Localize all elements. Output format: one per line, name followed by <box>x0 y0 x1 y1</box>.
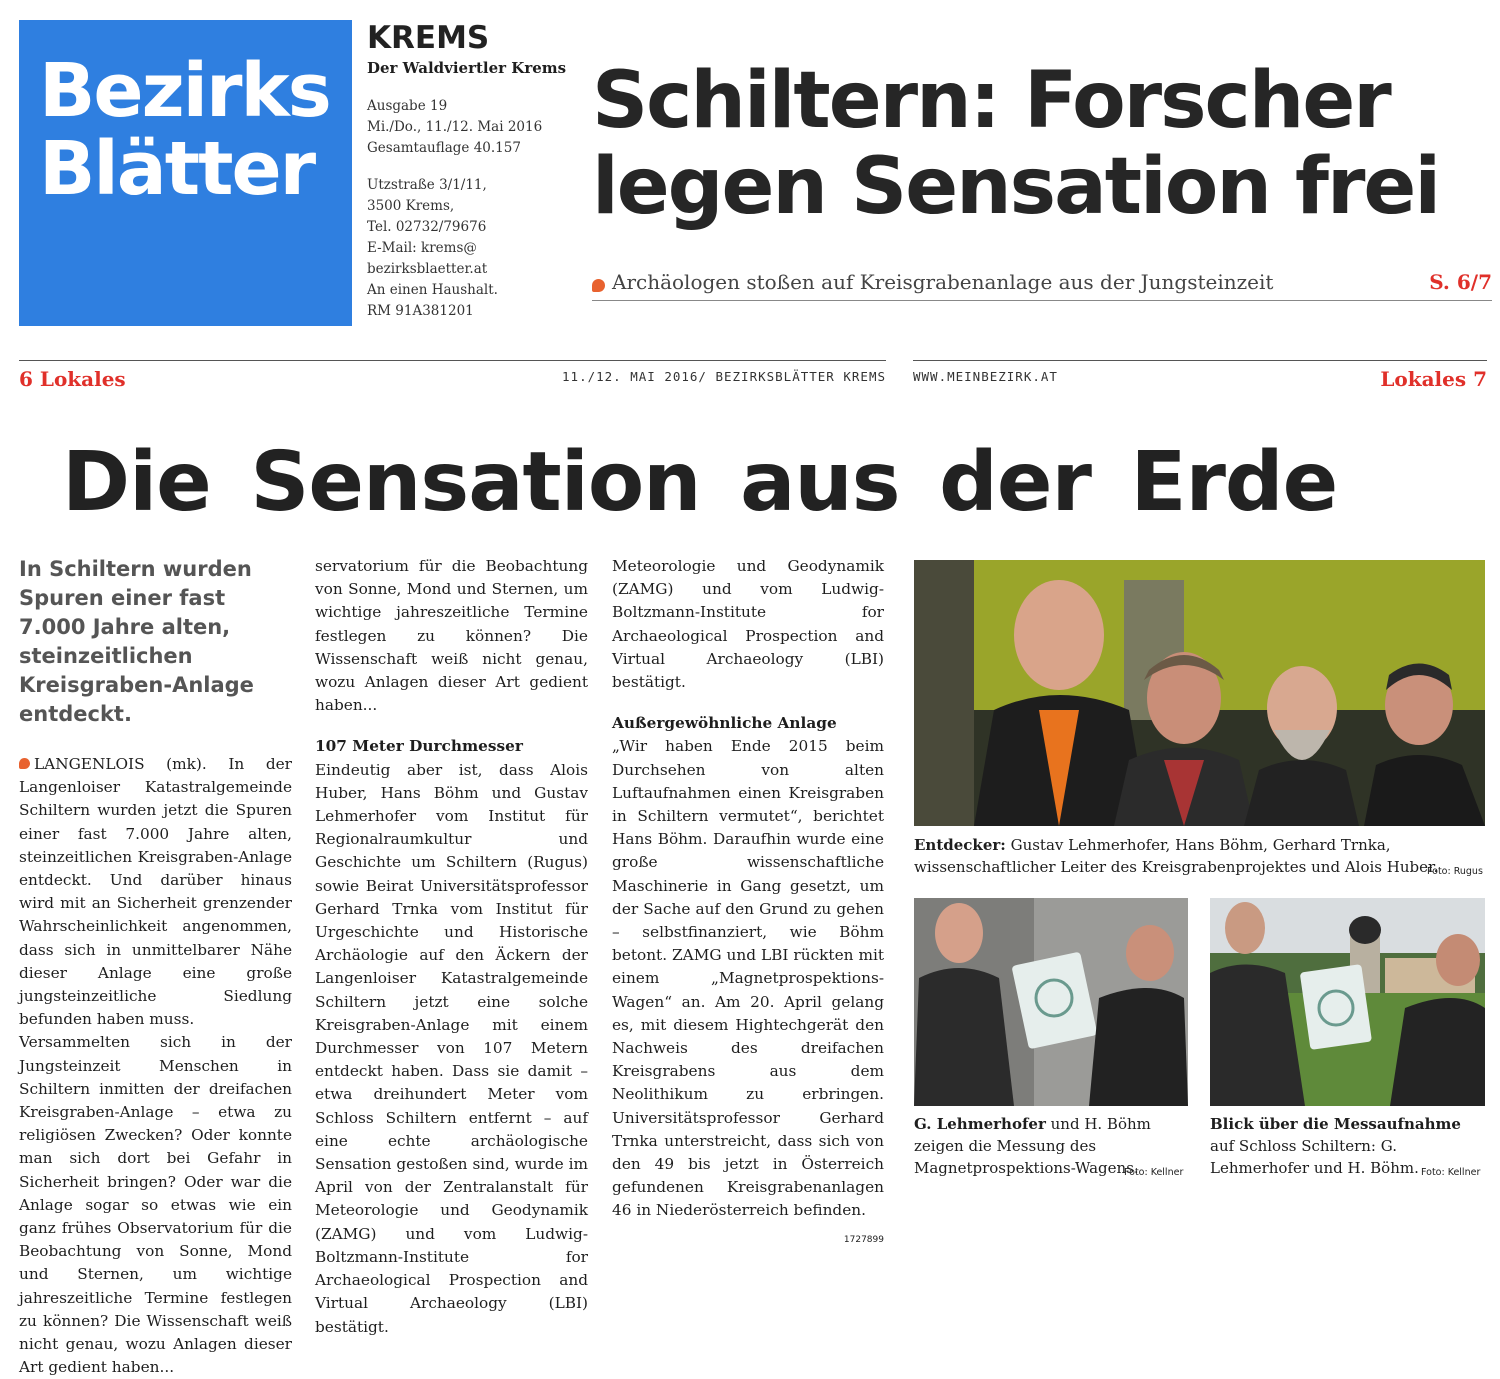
photo-group-image <box>914 560 1485 826</box>
article-paragraph-cont: servatorium für die Beobachtung von Sonne, Mond und Sternen, um wichtige jahreszeitliche Termine festlegen zu können? Die Wissenschaft weiß nicht genau, wozu Anlagen dieser Art gedient haben... <box>315 557 588 715</box>
info-line: Tel. 02732/79676 <box>367 219 487 235</box>
section-label-left: 6 Lokales <box>19 367 126 391</box>
bullet-icon <box>19 758 30 769</box>
info-line: An einen Haushalt. <box>367 282 498 298</box>
photo-credit-3: Foto: Kellner <box>1421 1167 1481 1178</box>
info-line: E-Mail: krems@ <box>367 240 477 256</box>
front-subheadline <box>592 270 1492 301</box>
article-paragraph <box>19 753 292 1031</box>
article-paragraph: Eindeutig aber ist, dass Alois Huber, Hans Böhm und Gustav Lehmerhofer vom Institut für Regionalraumkultur und Geschichte um Schiltern (Rugus) sowie Beirat Universitätsprofessor Gerhard Trnka vom Institut für Urgeschichte und Historische Archäologie auf den Äckern der Langenloiser Katastralgemeinde Schiltern jetzt eine solche Kreisgraben-Anlage mit einem Durchmesser von 107 Metern entdeckt haben. Dass sie damit – etwa dreihundert Meter vom Schloss Schiltern entfernt – auf eine echte archäologische Sensation gestoßen sind, wurde im April von der Zentralanstalt für Meteorologie und Geodynamik (ZAMG) und vom Ludwig-Boltzmann-Institute for Archaeological Prospection and Virtual Archaeology (LBI) bestätigt. <box>315 760 588 1336</box>
article-column-3 <box>612 555 884 1252</box>
photo-caption-1 <box>914 834 1485 878</box>
headline-line-1: Schiltern: Forscher <box>592 56 1390 146</box>
info-line: Mi./Do., 11./12. Mai 2016 <box>367 119 543 135</box>
page-meta-left: 11./12. MAI 2016/ BEZIRKSBLÄTTER KREMS <box>562 369 886 384</box>
bullet-icon <box>592 279 605 292</box>
article-column-2 <box>315 555 588 1336</box>
article-lead: In Schiltern wurden Spuren einer fast 7.000 Jahre alten, steinzeitlichen Kreisgraben-Anlage entdeckt. <box>19 557 254 726</box>
photo-discoverers <box>914 560 1485 826</box>
info-line: Utzstraße 3/1/11, <box>367 177 487 193</box>
caption-text: Gustav Lehmerhofer, Hans Böhm, Gerhard Trnka, wissenschaftlicher Leiter des Kreisgrabenprojektes und Alois Huber. <box>914 836 1439 876</box>
caption-bold: G. Lehmerhofer <box>914 1115 1046 1133</box>
article-column-1 <box>19 555 292 1377</box>
page-reference: S. 6/7 <box>1429 270 1492 294</box>
article-code: 1727899 <box>843 1234 884 1245</box>
website-label: WWW.MEINBEZIRK.AT <box>913 369 1058 384</box>
article-paragraph: Versammelten sich in der Jungsteinzeit Menschen in Schiltern inmitten der dreifachen Kreisgraben-Anlage – etwa zu religiösen Zwecken? Oder konnte man sich dort bei Gefahr in Sicherheit bringen? Oder war die Anlage sogar so etwas wie ein ganz frühes Observatorium für die Beobachtung von Sonne, Mond und Sternen, um wichtige jahreszeitliche Termine festlegen zu können? Die Wissenschaft weiß nicht genau, wozu Anlagen dieser Art gedient haben... <box>19 1033 292 1377</box>
headline-line-2: legen Sensation frei <box>592 142 1440 232</box>
info-line: Ausgabe 19 <box>367 98 448 114</box>
article-paragraph <box>612 735 884 1245</box>
caption-bold: Entdecker: <box>914 836 1006 854</box>
edition-subtitle: Der Waldviertler Krems <box>367 59 567 77</box>
subheadline-text: Archäologen stoßen auf Kreisgrabenanlage aus der Jungsteinzeit <box>612 270 1274 294</box>
photo-measurement-image <box>914 898 1188 1106</box>
photo-measurement <box>914 898 1188 1106</box>
article-paragraph-cont: Meteorologie und Geodynamik (ZAMG) und vom Ludwig-Boltzmann-Institute for Archaeological Prospection and Virtual Archaeology (LBI) bestätigt. <box>612 557 884 692</box>
caption-bold: Blick über die Messaufnahme <box>1210 1115 1461 1133</box>
info-line: bezirksblaetter.at <box>367 261 488 277</box>
info-line: Gesamtauflage 40.157 <box>367 140 521 156</box>
photo-castle-view <box>1210 898 1485 1106</box>
photo-credit-1: Foto: Rugus <box>1427 866 1483 877</box>
caption-text: auf Schloss Schiltern: G. Lehmerhofer und H. Böhm. <box>1210 1137 1419 1177</box>
section-heading: Außergewöhnliche Anlage <box>612 714 837 733</box>
info-line: RM 91A381201 <box>367 303 474 319</box>
edition-info <box>367 20 582 322</box>
article-title: Die Sensation aus der Erde <box>62 435 1338 530</box>
page-bar-right <box>913 360 1487 391</box>
section-heading: 107 Meter Durchmesser <box>315 737 523 756</box>
paragraph-text: „Wir haben Ende 2015 beim Durchsehen von alten Luftaufnahmen einen Kreisgraben in Schiltern vermutet“, berichtet Hans Böhm. Daraufhin wurde eine große wissenschaftliche Maschinerie in Gang gesetzt, um der Sache auf den Grund zu gehen – selbstfinanziert, wie Böhm betont. ZAMG und LBI rückten mit einem „Magnetprospektions-Wagen“ an. Am 20. April gelang es, mit diesem Hightechgerät den Nachweis des dreifachen Kreisgrabens aus dem Neolithikum zu erbringen. Universitätsprofessor Gerhard Trnka unterstreicht, dass sich von den 49 bis jetzt in Österreich gefundenen Kreisgrabenanlagen 46 in Niederösterreich befinden. <box>612 737 884 1220</box>
page-bar-left <box>19 360 886 391</box>
logo-line-1: Bezirks <box>39 48 330 134</box>
logo-line-2: Blätter <box>39 126 315 212</box>
edition-details <box>367 96 582 322</box>
photo-credit-2: Foto: Kellner <box>1124 1167 1184 1178</box>
caption-text: und H. Böhm zeigen die Messung des Magnetprospektions-Wagens. <box>914 1115 1151 1177</box>
photo-castle-image <box>1210 898 1485 1106</box>
front-headline <box>592 58 1492 230</box>
info-line: 3500 Krems, <box>367 198 455 214</box>
paragraph-text: LANGENLOIS (mk). In der Langenloiser Katastralgemeinde Schiltern wurden jetzt die Spuren einer fast 7.000 Jahre alten, steinzeitlichen Kreisgraben-Anlage entdeckt. Und darüber hinaus wird mit an Sicherheit grenzender Wahrscheinlichkeit angenommen, dass sich in unmittelbarer Nähe dieser Anlage eine große jungsteinzeitliche Siedlung befunden haben muss. <box>19 755 292 1029</box>
newspaper-logo <box>19 20 352 326</box>
section-label-right: Lokales 7 <box>1380 367 1487 391</box>
edition-city: KREMS <box>367 20 490 56</box>
